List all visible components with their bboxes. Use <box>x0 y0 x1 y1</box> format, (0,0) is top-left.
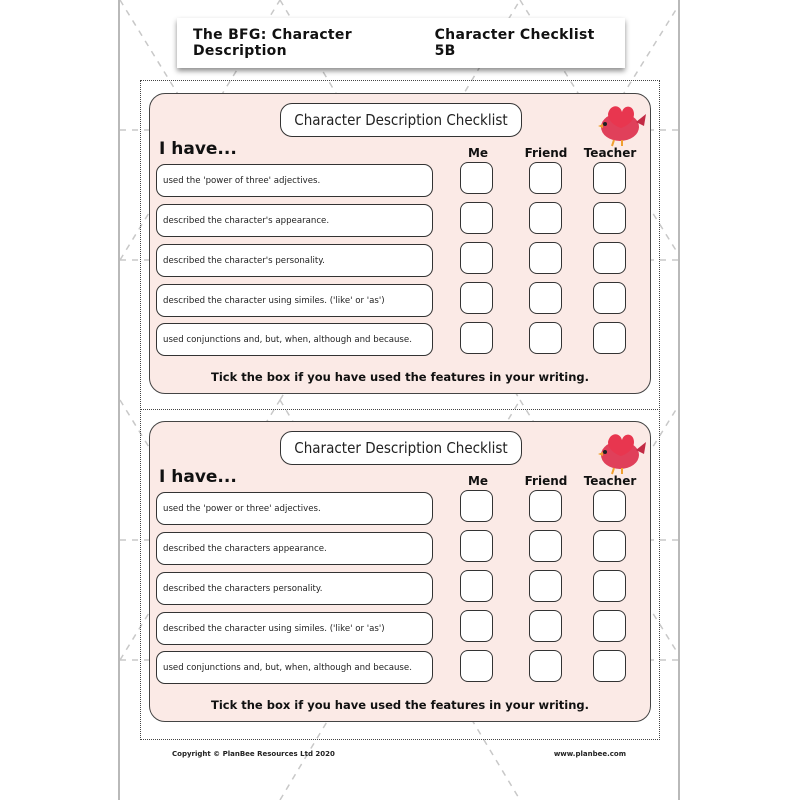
tick-box-teacher[interactable] <box>593 282 626 314</box>
worksheet-title: The BFG: Character Description <box>193 27 352 59</box>
tick-box-friend[interactable] <box>529 570 562 602</box>
tick-box-teacher[interactable] <box>593 202 626 234</box>
column-me: Me <box>467 146 489 160</box>
checklist-item: described the character's appearance. <box>156 204 433 237</box>
tick-box-friend[interactable] <box>529 650 562 682</box>
i-have-label: I have... <box>159 467 237 487</box>
tick-box-friend[interactable] <box>529 490 562 522</box>
tick-box-teacher[interactable] <box>593 242 626 274</box>
tick-box-friend[interactable] <box>529 162 562 194</box>
tick-box-me[interactable] <box>460 610 493 642</box>
checklist-code: Character Checklist 5B <box>434 27 595 59</box>
website-text: www.planbee.com <box>553 750 626 758</box>
checklist-item: used the 'power or three' adjectives. <box>156 492 433 525</box>
tick-box-teacher[interactable] <box>593 530 626 562</box>
tick-box-me[interactable] <box>460 490 493 522</box>
tick-box-friend[interactable] <box>529 242 562 274</box>
checklist-item: described the characters personality. <box>156 572 433 605</box>
checklist-item: described the characters appearance. <box>156 532 433 565</box>
tick-box-teacher[interactable] <box>593 650 626 682</box>
tick-box-teacher[interactable] <box>593 490 626 522</box>
bird-icon <box>590 428 648 476</box>
tick-box-me[interactable] <box>460 282 493 314</box>
card-title: Character Description Checklist <box>280 103 522 137</box>
tick-box-me[interactable] <box>460 162 493 194</box>
checklist-item: used conjunctions and, but, when, although and because. <box>156 323 433 356</box>
column-teacher: Teacher <box>583 474 637 488</box>
checklist-item: described the character using similes. ('like' or 'as') <box>156 612 433 645</box>
checklist-item: used the 'power of three' adjectives. <box>156 164 433 197</box>
worksheet-page <box>118 0 680 800</box>
tick-box-friend[interactable] <box>529 322 562 354</box>
tick-box-friend[interactable] <box>529 202 562 234</box>
tick-box-teacher[interactable] <box>593 322 626 354</box>
instruction-note: Tick the box if you have used the features in your writing. <box>210 698 590 712</box>
column-me: Me <box>467 474 489 488</box>
i-have-label: I have... <box>159 139 237 159</box>
tick-box-me[interactable] <box>460 242 493 274</box>
cut-line <box>140 409 660 410</box>
instruction-note: Tick the box if you have used the features in your writing. <box>210 370 590 384</box>
tick-box-me[interactable] <box>460 530 493 562</box>
tick-box-me[interactable] <box>460 202 493 234</box>
tick-box-friend[interactable] <box>529 530 562 562</box>
bird-icon <box>590 100 648 148</box>
tick-box-me[interactable] <box>460 570 493 602</box>
checklist-item: described the character's personality. <box>156 244 433 277</box>
tick-box-friend[interactable] <box>529 282 562 314</box>
tick-box-me[interactable] <box>460 650 493 682</box>
tick-box-teacher[interactable] <box>593 610 626 642</box>
column-teacher: Teacher <box>583 146 637 160</box>
tick-box-me[interactable] <box>460 322 493 354</box>
checklist-item: described the character using similes. ('like' or 'as') <box>156 284 433 317</box>
tick-box-teacher[interactable] <box>593 162 626 194</box>
card-title: Character Description Checklist <box>280 431 522 465</box>
tick-box-friend[interactable] <box>529 610 562 642</box>
column-friend: Friend <box>524 146 568 160</box>
checklist-card-1 <box>149 93 651 394</box>
tick-box-teacher[interactable] <box>593 570 626 602</box>
checklist-item: used conjunctions and, but, when, although and because. <box>156 651 433 684</box>
checklist-card-2 <box>149 421 651 722</box>
header-banner <box>177 18 625 68</box>
copyright-text: Copyright © PlanBee Resources Ltd 2020 <box>172 750 335 758</box>
column-friend: Friend <box>524 474 568 488</box>
